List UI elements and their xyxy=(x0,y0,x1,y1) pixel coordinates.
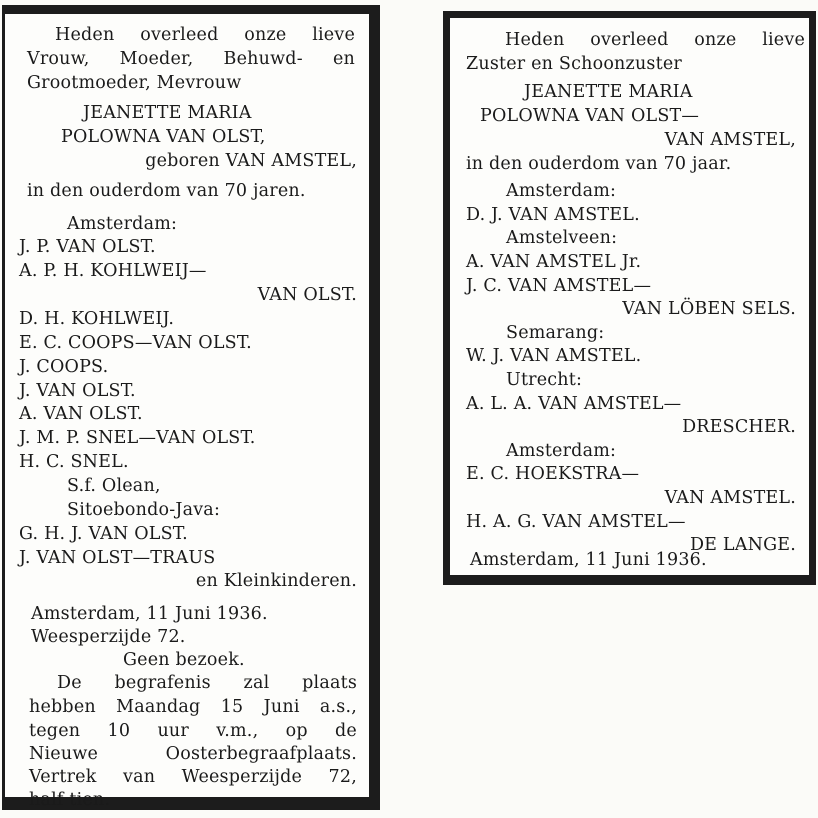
family-member: DE LANGE. xyxy=(689,535,796,555)
deceased-name-line: JEANETTE MARIA xyxy=(524,82,693,102)
place-heading: S.f. Olean, xyxy=(67,476,161,496)
funeral-info-line: Nieuwe Oosterbegraafplaats. xyxy=(29,744,357,764)
funeral-info-line: De begrafenis zal plaats xyxy=(57,673,357,693)
family-member: J. M. P. SNEL—VAN OLST. xyxy=(19,428,256,448)
family-member: VAN LÖBEN SELS. xyxy=(622,299,796,319)
family-member: J. C. VAN AMSTEL— xyxy=(466,276,652,296)
intro-line: Heden overleed onze lieve xyxy=(55,25,355,45)
family-member: J. COOPS. xyxy=(19,357,109,377)
family-member: D. H. KOHLWEIJ. xyxy=(19,309,175,329)
deceased-name-line: POLOWNA VAN OLST, xyxy=(61,127,266,147)
deceased-name-line: geboren VAN AMSTEL, xyxy=(145,151,357,171)
date-line: Amsterdam, 11 Juni 1936. xyxy=(31,604,268,624)
funeral-info-line: tegen 10 uur v.m., op de xyxy=(29,721,357,741)
family-member: E. C. HOEKSTRA— xyxy=(466,464,640,484)
family-member: en Kleinkinderen. xyxy=(195,571,357,591)
age-line: in den ouderdom van 70 jaar. xyxy=(466,154,732,174)
funeral-info-line: hebben Maandag 15 Juni a.s., xyxy=(29,697,357,717)
place-heading: Amsterdam: xyxy=(506,441,617,461)
family-member: E. C. COOPS—VAN OLST. xyxy=(19,333,252,353)
deceased-name-line: POLOWNA VAN OLST— xyxy=(480,106,700,126)
place-heading: Amstelveen: xyxy=(506,228,618,248)
family-member: J. VAN OLST—TRAUS xyxy=(19,548,216,568)
place-heading: Amsterdam: xyxy=(506,181,617,201)
funeral-info-line: half tien. xyxy=(29,790,111,810)
family-member: A. P. H. KOHLWEIJ— xyxy=(19,261,207,281)
family-member: VAN OLST. xyxy=(257,285,357,305)
intro-line: Vrouw, Moeder, Behuwd- en xyxy=(27,49,355,69)
family-member: J. VAN OLST. xyxy=(19,381,136,401)
family-member: W. J. VAN AMSTEL. xyxy=(466,346,642,366)
place-heading: Amsterdam: xyxy=(67,214,178,234)
family-member: DRESCHER. xyxy=(682,417,796,437)
family-member: H. A. G. VAN AMSTEL— xyxy=(466,512,686,532)
deceased-name-line: JEANETTE MARIA xyxy=(83,103,252,123)
death-notice-right xyxy=(443,11,816,585)
age-line: in den ouderdom van 70 jaren. xyxy=(27,181,306,201)
family-member: A. VAN OLST. xyxy=(19,404,143,424)
family-member: D. J. VAN AMSTEL. xyxy=(466,205,640,225)
family-member: A. L. A. VAN AMSTEL— xyxy=(466,394,682,414)
place-heading: Semarang: xyxy=(506,323,605,343)
family-member: VAN AMSTEL. xyxy=(664,488,796,508)
family-member: H. C. SNEL. xyxy=(19,452,129,472)
family-member: A. VAN AMSTEL Jr. xyxy=(466,252,642,272)
place-heading: Sitoebondo-Java: xyxy=(67,500,221,520)
deceased-name-line: VAN AMSTEL, xyxy=(664,130,796,150)
address-line: Weesperzijde 72. xyxy=(31,627,186,647)
date-line: Amsterdam, 11 Juni 1936. xyxy=(470,550,707,570)
intro-line: Zuster en Schoonzuster xyxy=(466,54,682,74)
family-member: J. P. VAN OLST. xyxy=(19,237,156,257)
family-member: G. H. J. VAN OLST. xyxy=(19,524,188,544)
funeral-info-line: Vertrek van Weesperzijde 72, xyxy=(29,767,357,787)
intro-line: Heden overleed onze lieve xyxy=(505,30,805,50)
intro-line: Grootmoeder, Mevrouw xyxy=(27,73,242,93)
place-heading: Utrecht: xyxy=(506,370,583,390)
no-visit-line: Geen bezoek. xyxy=(123,650,245,670)
death-notice-left xyxy=(2,5,380,810)
